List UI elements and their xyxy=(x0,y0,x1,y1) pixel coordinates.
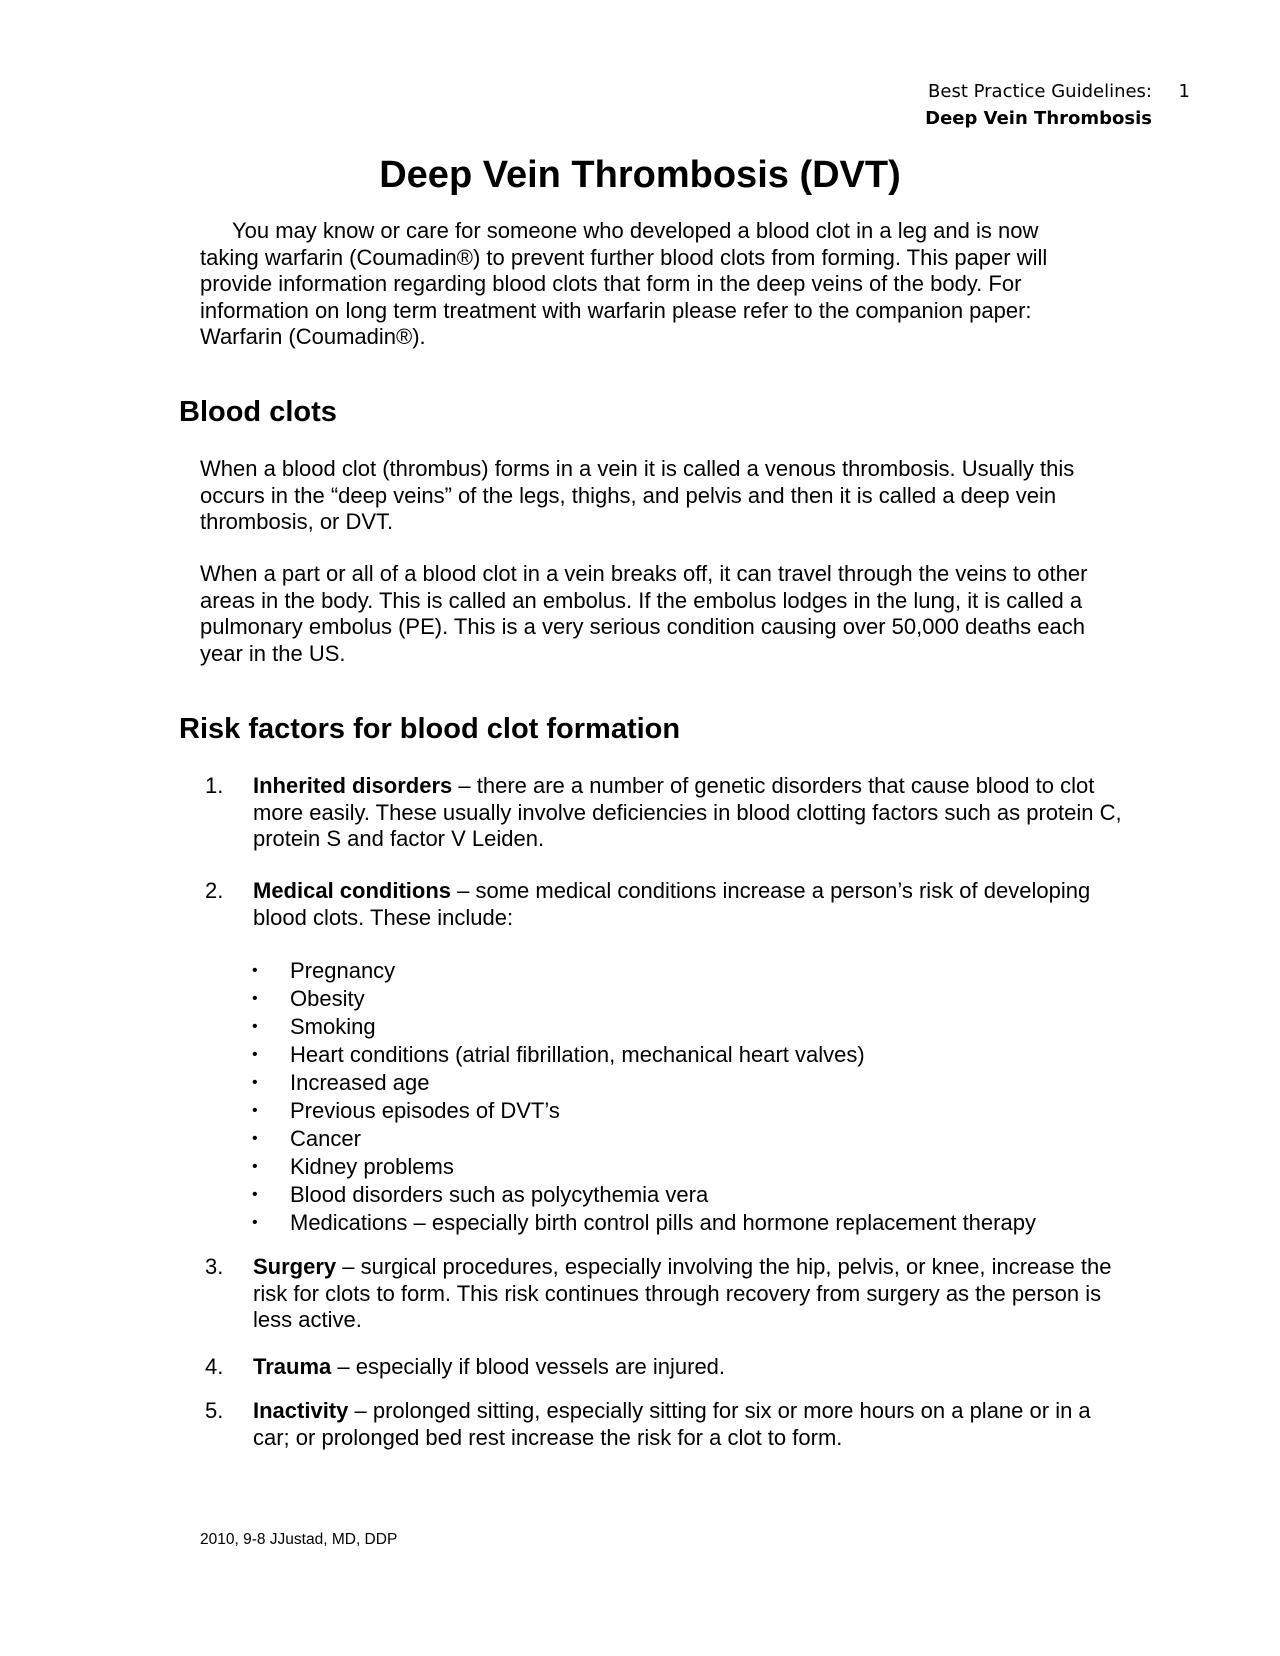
header-line-2: Deep Vein Thrombosis xyxy=(925,108,1152,129)
list-item: • Heart conditions (atrial fibrillation, mechanical heart valves) xyxy=(252,1042,865,1067)
section-heading-blood-clots: Blood clots xyxy=(179,396,337,428)
blood-clots-paragraph-2: When a part or all of a blood clot in a vein breaks off, it can travel through the veins to other areas in the body. This is called an embolus. If the embolus lodges in the lung, it is called a pulmonary embolus (PE). This is a very serious condition causing over 50,000 deaths each year in the US. xyxy=(200,561,1088,666)
list-item: • Smoking xyxy=(252,1014,376,1039)
list-item: • Obesity xyxy=(252,986,365,1011)
list-number: 5. xyxy=(205,1398,224,1423)
list-item: • Blood disorders such as polycythemia vera xyxy=(252,1182,709,1207)
list-item: • Previous episodes of DVT’s xyxy=(252,1098,560,1123)
list-item-text xyxy=(253,1254,1133,1334)
page-number: 1 xyxy=(1178,81,1190,102)
medical-conditions-list xyxy=(0,957,1280,1237)
list-item-description: – especially if blood vessels are injured. xyxy=(331,1354,726,1379)
bullet-icon: • xyxy=(252,962,258,979)
bullet-icon: • xyxy=(252,1214,258,1231)
list-number: 3. xyxy=(205,1254,224,1279)
list-item-term: Inactivity xyxy=(253,1398,349,1423)
list-item-term: Inherited disorders xyxy=(253,773,453,798)
bullet-icon: • xyxy=(252,1130,258,1147)
list-item-description: – prolonged sitting, especially sitting for six or more hours on a plane or in a car; or prolonged bed rest increase the risk for a clot to form. xyxy=(253,1398,1091,1450)
list-item: • Kidney problems xyxy=(252,1154,454,1179)
list-item-description: – some medical conditions increase a person’s risk of developing blood clots. These include: xyxy=(253,878,1091,930)
bullet-icon: • xyxy=(252,1102,258,1119)
bullet-icon: • xyxy=(252,990,258,1007)
intro-paragraph: You may know or care for someone who developed a blood clot in a leg and is now taking warfarin (Coumadin®) to prevent further blood clots from forming. This paper will provide information regarding blood clots that form in the deep veins of the body. For information on long term treatment with warfarin please refer to the companion paper: Warfarin (Coumadin®). xyxy=(200,218,1048,349)
bullet-icon: • xyxy=(252,1158,258,1175)
running-header xyxy=(925,78,1190,132)
list-item-text xyxy=(253,878,1133,931)
section-heading-risk-factors: Risk factors for blood clot formation xyxy=(179,713,681,745)
page-title: Deep Vein Thrombosis (DVT) xyxy=(379,154,901,196)
list-number: 4. xyxy=(205,1354,224,1379)
list-number: 2. xyxy=(205,878,224,903)
list-item: • Medications – especially birth control pills and hormone replacement therapy xyxy=(252,1210,1036,1235)
list-item-text xyxy=(253,1354,1133,1381)
list-item: • Increased age xyxy=(252,1070,430,1095)
list-item-term: Medical conditions xyxy=(253,878,452,903)
list-item: • Cancer xyxy=(252,1126,361,1151)
bullet-icon: • xyxy=(252,1046,258,1063)
list-item-term: Surgery xyxy=(253,1254,337,1279)
blood-clots-paragraph-1: When a blood clot (thrombus) forms in a vein it is called a venous thrombosis. Usually this occurs in the “deep veins” of the legs, thighs, and pelvis and then it is called a deep vein thrombosis, or DVT. xyxy=(200,456,1075,534)
header-line-1: Best Practice Guidelines: xyxy=(928,81,1152,102)
bullet-icon: • xyxy=(252,1186,258,1203)
list-number: 1. xyxy=(205,773,224,798)
list-item-description: – surgical procedures, especially involving the hip, pelvis, or knee, increase the risk for clots to form. This risk continues through recovery from surgery as the person is less active. xyxy=(253,1254,1112,1332)
list-item: • Pregnancy xyxy=(252,958,396,983)
list-item-text xyxy=(253,773,1133,853)
bullet-icon: • xyxy=(252,1074,258,1091)
list-item-description: – there are a number of genetic disorders that cause blood to clot more easily. These usually involve deficiencies in blood clotting factors such as protein C, protein S and factor V Leiden. xyxy=(253,773,1122,851)
bullet-icon: • xyxy=(252,1018,258,1035)
list-item-text xyxy=(253,1398,1133,1451)
page-footer: 2010, 9-8 JJustad, MD, DDP xyxy=(200,1531,398,1548)
list-item-term: Trauma xyxy=(253,1354,332,1379)
